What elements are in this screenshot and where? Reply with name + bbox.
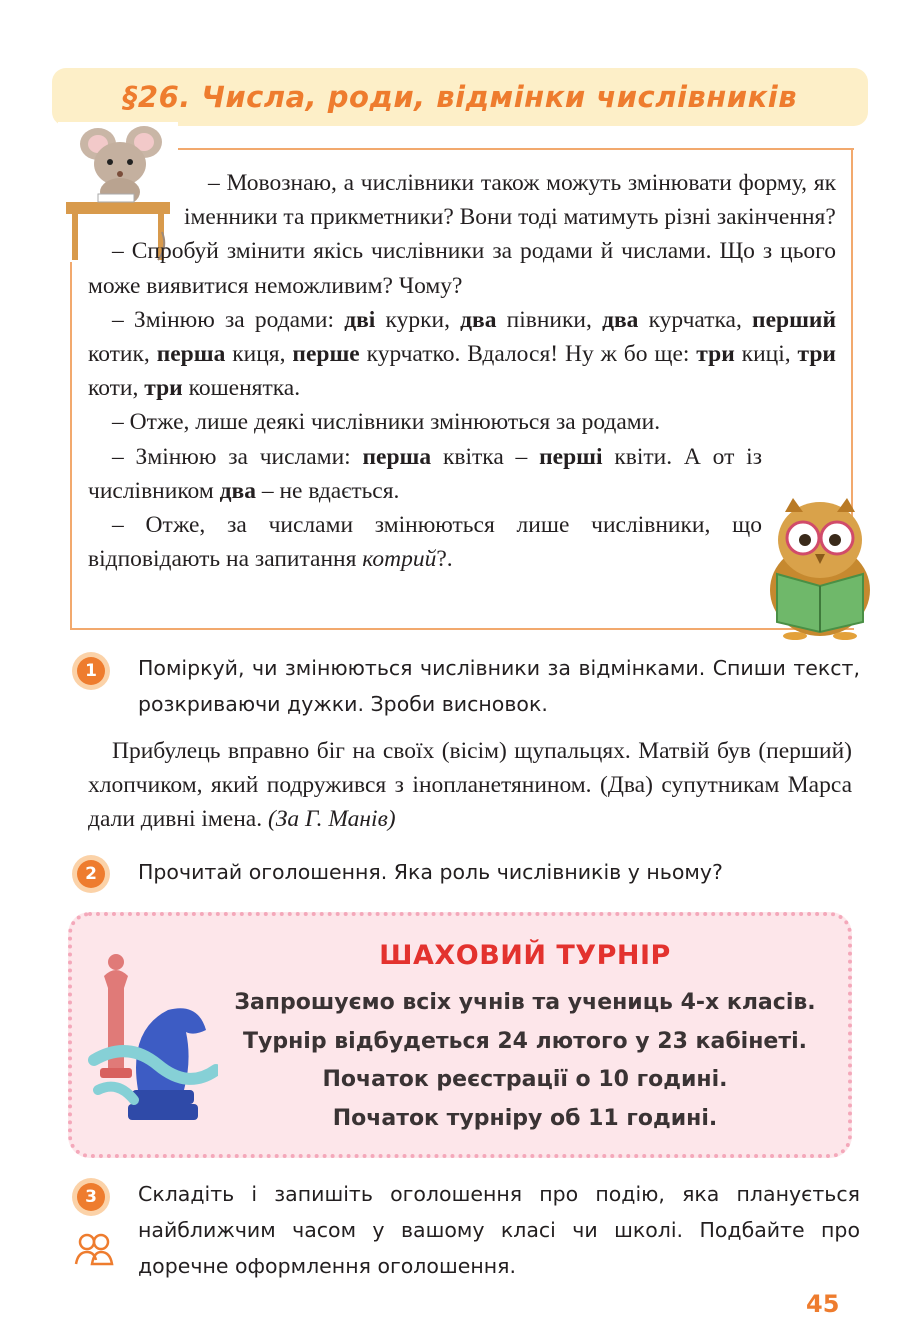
dialog-paragraph-1: – Мовознаю, а числівники також можуть змінювати форму, як іменники та прикметники? Вони тоді матимуть різні закінчення?	[184, 170, 836, 231]
title-banner	[52, 68, 868, 126]
notice-lines	[205, 984, 845, 1138]
dialog-text	[88, 166, 836, 576]
dialog-paragraph-2: – Спробуй змінити якісь числівники за родами й числами. Що з цього може виявитися неможливим? Чому?	[88, 238, 836, 299]
task-1-text: Поміркуй, чи змінюються числівники за відмінками. Спиши текст, розкриваючи дужки. Зроби висновок.	[138, 656, 860, 716]
task-3-text: Складіть і запишіть оголошення про подію, яка планується найближчим часом у вашому класі чи школі. Подбайте про доречне оформлення оголошення.	[138, 1182, 860, 1278]
notice-line: Початок турніру об 11 годині.	[332, 1105, 718, 1131]
notice-line: Початок реєстрації о 10 годині.	[322, 1067, 728, 1092]
dialog-paragraph-5: – Змінюю за числами: перша квітка – перші квіти. А от із числівником два – не вдається.	[88, 443, 762, 504]
task-number-badge: 2	[72, 855, 110, 893]
task-number-badge: 3	[72, 1178, 110, 1216]
notice-line: Турнір відбудеться 24 лютого у 23 кабінеті.	[243, 1028, 807, 1054]
task-2-text: Прочитай оголошення. Яка роль числівників у ньому?	[138, 860, 723, 884]
dialog-paragraph-4: – Отже, лише деякі числівники змінюються за родами.	[112, 409, 661, 436]
dialog-paragraph-3: – Змінюю за родами: дві курки, два півники, два курчатка, перший котик, перша киця, перше курчатко. Вдалося! Ну ж бо ще: три киці, три коти, три кошенятка.	[88, 306, 837, 402]
dialog-paragraph-6: – Отже, за числами змінюються лише числівники, що відповідають на запитання котрий?.	[88, 512, 762, 573]
exercise-text: Прибулець вправно біг на своїх (вісім) щупальцях. Матвій був (перший) хлопчиком, який подружився з інопланетянином. (Два) супутникам Марса дали дивні імена. (За Г. Манів)	[88, 738, 852, 832]
notice-title: ШАХОВИЙ ТУРНІР	[379, 940, 671, 971]
notice-line: Запрошуємо всіх учнів та учениць 4-х класів.	[234, 990, 816, 1015]
task-number-badge: 1	[72, 652, 110, 690]
page-title: §26. Числа, роди, відмінки числівників	[122, 80, 798, 114]
chess-pieces-illustration	[88, 940, 218, 1150]
page-number: 45	[806, 1290, 840, 1318]
pair-work-icon	[72, 1228, 116, 1272]
owl-reading-illustration	[755, 490, 885, 640]
dialog-frame-right-edge	[851, 148, 853, 520]
